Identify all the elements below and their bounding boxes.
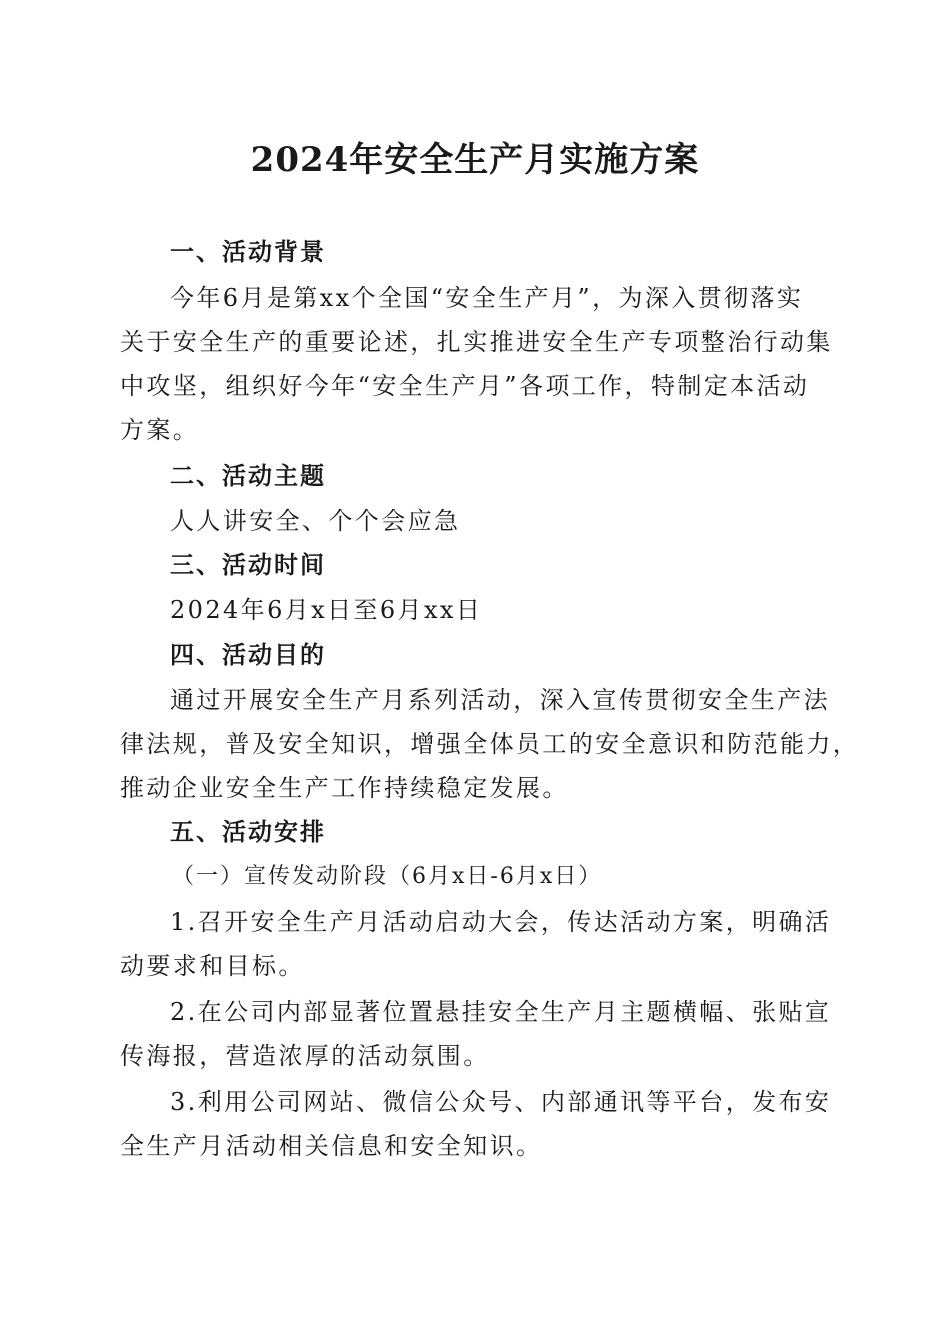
- paragraph-line: 通过开展安全生产月系列活动，深入宣传贯彻安全生产法: [170, 686, 830, 714]
- paragraph-line: 推动企业安全生产工作持续稳定发展。: [120, 774, 569, 802]
- list-item: 3.利用公司网站、微信公众号、内部通讯等平台，发布安: [170, 1088, 832, 1116]
- list-item: 2.在公司内部显著位置悬挂安全生产月主题横幅、张贴宣: [170, 998, 832, 1026]
- list-item-continuation: 传海报，营造浓厚的活动氛围。: [120, 1042, 490, 1070]
- paragraph-line: 中攻坚，组织好今年“安全生产月”各项工作，特制定本活动: [120, 372, 810, 400]
- section-heading-purpose: 四、活动目的: [170, 640, 326, 669]
- document-title: 2024年安全生产月实施方案: [250, 140, 700, 180]
- paragraph-line: 律法规，普及安全知识，增强全体员工的安全意识和防范能力，: [120, 730, 860, 758]
- section-heading-arrangement: 五、活动安排: [170, 817, 326, 846]
- paragraph-line: 今年6月是第xx个全国“安全生产月”，为深入贯彻落实: [170, 284, 804, 312]
- paragraph-line: 人人讲安全、个个会应急: [170, 507, 461, 535]
- paragraph-line: 2024年6月x日至6月xx日: [170, 596, 483, 624]
- paragraph-line: 关于安全生产的重要论述，扎实推进安全生产专项整治行动集: [120, 328, 833, 356]
- section-heading-time: 三、活动时间: [170, 550, 326, 579]
- list-item-continuation: 动要求和目标。: [120, 952, 305, 980]
- list-item-continuation: 全生产月活动相关信息和安全知识。: [120, 1132, 543, 1160]
- section-heading-theme: 二、活动主题: [170, 461, 326, 490]
- list-item: 1.召开安全生产月活动启动大会，传达活动方案，明确活: [170, 908, 832, 936]
- paragraph-line: 方案。: [120, 416, 200, 444]
- subsection-heading: （一）宣传发动阶段（6月x日-6月x日）: [172, 864, 603, 889]
- section-heading-background: 一、活动背景: [170, 237, 326, 266]
